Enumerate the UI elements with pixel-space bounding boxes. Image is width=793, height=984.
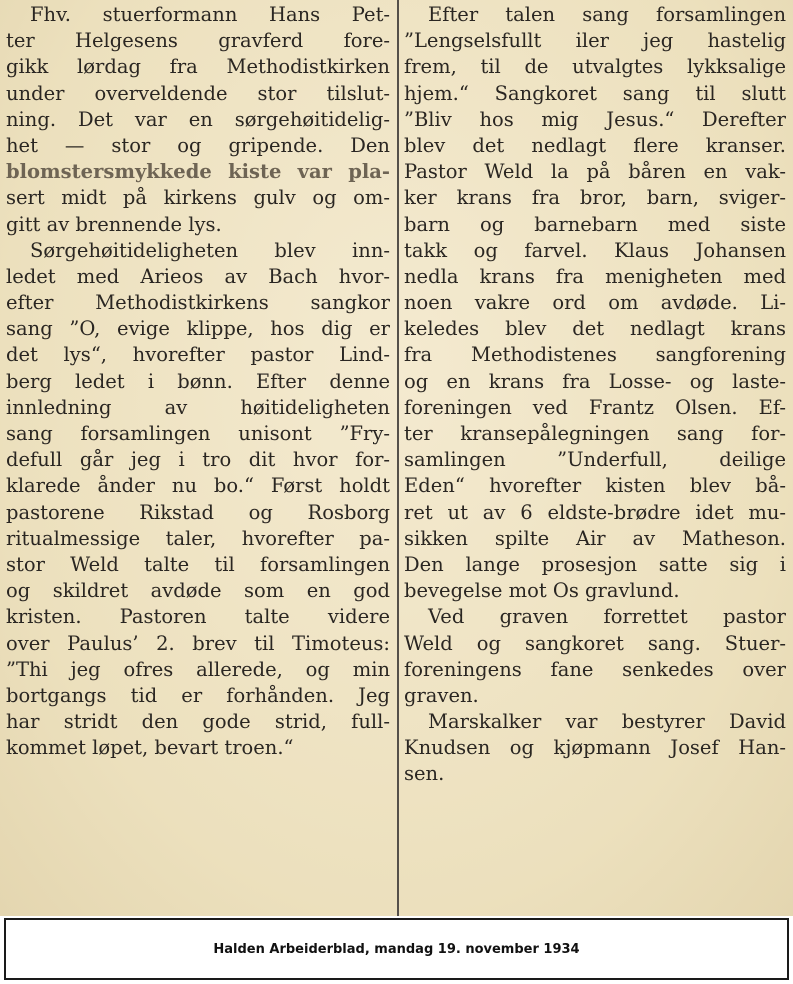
article-line: ker krans fra bror, barn, sviger- xyxy=(404,186,786,210)
article-line: klarede ånder nu bo.“ Først holdt xyxy=(6,474,390,498)
article-line: keledes blev det nedlagt krans xyxy=(404,317,786,341)
article-line: under overveldende stor tilslut- xyxy=(6,81,390,105)
article-line: berg ledet i bønn. Efter denne xyxy=(6,369,390,393)
article-line: nedla krans fra menigheten med xyxy=(404,264,786,288)
article-line: sikken spilte Air av Matheson. xyxy=(404,526,786,550)
article-line: har stridt den gode strid, full- xyxy=(6,710,390,734)
article-line: samlingen ”Underfull, deilige xyxy=(404,448,786,472)
article-line: Fhv. stuerformann Hans Pet- xyxy=(30,3,390,26)
article-line: og skildret avdøde som en god xyxy=(6,579,390,603)
article-line: innledning av høitideligheten xyxy=(6,395,390,419)
article-line: ter kransepålegningen sang for- xyxy=(404,422,786,445)
article-line: sang ”O, evige klippe, hos dig er xyxy=(6,317,390,341)
article-line: frem, til de utvalgtes lykksalige xyxy=(404,55,786,79)
article-line: sang forsamlingen unisont ”Fry- xyxy=(6,422,390,445)
article-line: kommet løpet, bevart troen.“ xyxy=(6,736,294,760)
article-line: Pastor Weld la på båren en vak- xyxy=(404,160,786,184)
article-line-segment: ter Helgesens gravferd fore- xyxy=(6,29,390,53)
article-line: hjem.“ Sangkoret sang til slutt xyxy=(404,81,786,105)
source-caption: Halden Arbeiderblad, mandag 19. november 1934 xyxy=(213,941,580,957)
article-line: foreningen ved Frantz Olsen. Ef- xyxy=(404,395,786,419)
article-line: bevegelse mot Os gravlund. xyxy=(404,579,680,603)
article-line: sen. xyxy=(404,762,445,786)
article-line: gikk lørdag fra Methodistkirken xyxy=(6,55,390,79)
article-line: Sørgehøitideligheten blev inn- xyxy=(30,238,390,262)
article-line: Weld og sangkoret sang. Stuer- xyxy=(404,631,786,655)
article-line: defull går jeg i tro dit hvor for- xyxy=(6,448,390,472)
article-line: Ved graven forrettet pastor xyxy=(428,605,786,629)
article-line: pastorene Rikstad og Rosborg xyxy=(6,500,390,524)
article-line xyxy=(6,28,390,54)
article-line: efter Methodistkirkens sangkor xyxy=(6,291,390,315)
article-line: Marskalker var bestyrer David xyxy=(428,710,786,734)
article-line: og en krans fra Losse- og laste- xyxy=(404,369,786,393)
article-line: foreningens fane senkedes over xyxy=(404,657,786,681)
article-line: ”Bliv hos mig Jesus.“ Derefter xyxy=(404,107,786,131)
article-line: ledet med Arieos av Bach hvor- xyxy=(6,264,390,288)
article-line: noen vakre ord om avdøde. Li- xyxy=(404,291,786,315)
article-line: Knudsen og kjøpmann Josef Han- xyxy=(404,736,786,760)
caption-box xyxy=(4,918,789,980)
article-line: kristen. Pastoren talte videre xyxy=(6,605,390,629)
article-line: Efter talen sang forsamlingen xyxy=(428,3,786,26)
article-line: Eden“ hvorefter kisten blev bå- xyxy=(404,474,786,498)
article-column-right xyxy=(404,2,786,788)
article-line: het — stor og gripende. Den xyxy=(6,133,390,157)
article-line: ”Thi jeg ofres allerede, og min xyxy=(6,657,390,681)
article-line: gitt av brennende lys. xyxy=(6,212,222,236)
article-line: ret ut av 6 eldste-brødre idet mu- xyxy=(404,500,786,524)
column-divider xyxy=(397,0,399,916)
article-line: Den lange prosesjon satte sig i xyxy=(404,552,786,576)
article-line: det lys“, hvorefter pastor Lind- xyxy=(6,343,390,367)
article-line: stor Weld talte til forsamlingen xyxy=(6,552,390,576)
article-line: barn og barnebarn med siste xyxy=(404,212,786,236)
article-column-left xyxy=(6,2,390,761)
article-line: blev det nedlagt flere kranser. xyxy=(404,133,786,157)
article-line: bortgangs tid er forhånden. Jeg xyxy=(6,683,390,707)
article-line: ning. Det var en sørgehøitidelig- xyxy=(6,107,390,131)
article-line: takk og farvel. Klaus Johansen xyxy=(404,238,786,262)
article-line: graven. xyxy=(404,683,479,707)
article-line: sert midt på kirkens gulv og om- xyxy=(6,186,390,210)
article-line: over Paulus’ 2. brev til Timoteus: xyxy=(6,631,390,655)
article-line: fra Methodistenes sangforening xyxy=(404,343,786,367)
article-line: ”Lengselsfullt iler jeg hastelig xyxy=(404,29,786,53)
article-line: blomstersmykkede kiste var pla- xyxy=(6,160,390,184)
article-line: ritualmessige taler, hvorefter pa- xyxy=(6,526,390,550)
